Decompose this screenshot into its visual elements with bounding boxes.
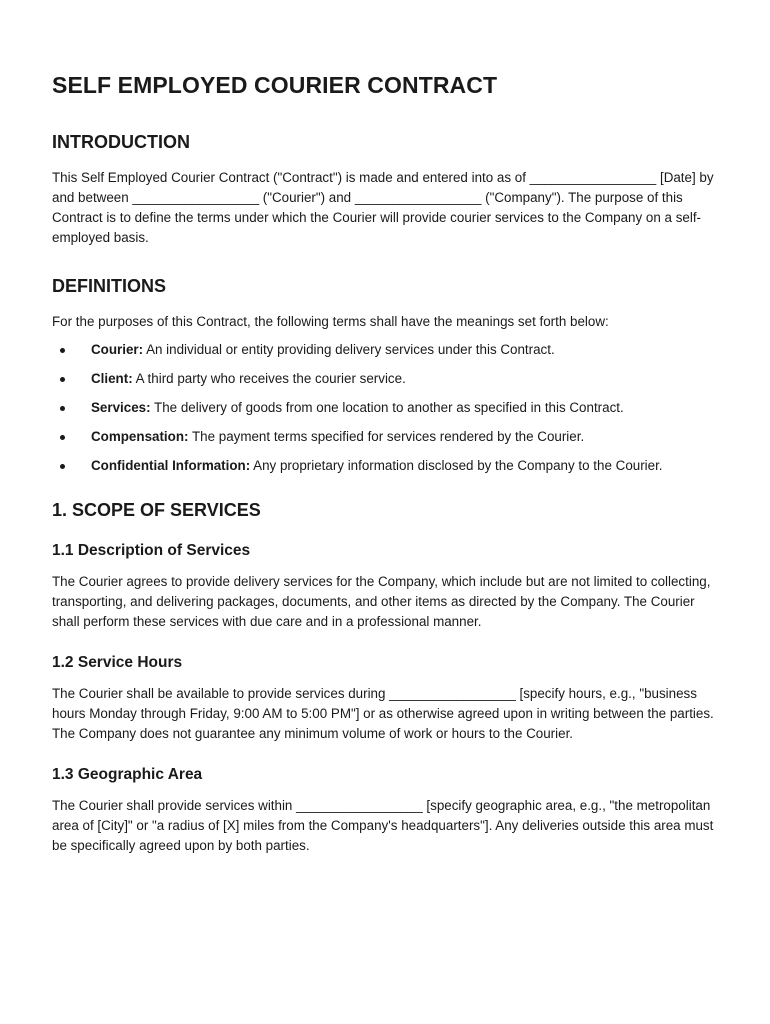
bullet-icon bbox=[60, 406, 65, 411]
definition-term: Services: bbox=[91, 400, 151, 415]
definition-term: Courier: bbox=[91, 342, 144, 357]
definition-term: Client: bbox=[91, 371, 133, 386]
introduction-heading: INTRODUCTION bbox=[52, 132, 190, 152]
definition-item-courier bbox=[52, 340, 720, 360]
introduction-section bbox=[52, 130, 720, 248]
definitions-lead: For the purposes of this Contract, the following terms shall have the meanings set forth below: bbox=[52, 314, 609, 329]
definition-term: Confidential Information: bbox=[91, 458, 251, 473]
subsection-heading: 1.1 Description of Services bbox=[52, 542, 251, 559]
bullet-icon bbox=[60, 348, 65, 353]
subsection-text: The Courier shall be available to provide services during _________________ [specify hours, e.g., "business hours Monday through Friday, 9:00 AM to 5:00 PM"] or as otherwise agreed upon in writing between the parties. The Company does not guarantee any minimum volume of work or hours to the Courier. bbox=[52, 686, 714, 741]
bullet-icon bbox=[60, 435, 65, 440]
definition-text: A third party who receives the courier service. bbox=[132, 371, 406, 386]
definition-item-client bbox=[52, 369, 720, 389]
subsection-text: The Courier shall provide services within _________________ [specify geographic area, e.g., "the metropolitan area of [City]" or "a radius of [X] miles from the Company's headquarters"]. Any deliveries outside this area must be specifically agreed upon by both parties. bbox=[52, 798, 714, 853]
definition-text: The payment terms specified for services rendered by the Courier. bbox=[188, 429, 585, 444]
introduction-text: This Self Employed Courier Contract ("Contract") is made and entered into as of _________________ [Date] by and between _________________ ("Courier") and _________________ ("Company"). The purpose of this Contract is to define the terms under which the Courier will provide courier services to the Company on a self-employed basis. bbox=[52, 170, 714, 245]
scope-section bbox=[52, 498, 720, 856]
subsection-description-of-services bbox=[52, 540, 720, 632]
definitions-section bbox=[52, 274, 720, 476]
definition-item-services bbox=[52, 398, 720, 418]
definition-text: An individual or entity providing delivery services under this Contract. bbox=[143, 342, 555, 357]
subsection-geographic-area bbox=[52, 764, 720, 856]
subsection-heading: 1.2 Service Hours bbox=[52, 654, 183, 671]
scope-heading: 1. SCOPE OF SERVICES bbox=[52, 500, 261, 520]
definition-text: Any proprietary information disclosed by the Company to the Courier. bbox=[250, 458, 663, 473]
subsection-heading: 1.3 Geographic Area bbox=[52, 766, 203, 783]
definition-item-confidential-information bbox=[52, 456, 720, 476]
subsection-text: The Courier agrees to provide delivery services for the Company, which include but are not limited to collecting, transporting, and delivering packages, documents, and other items as directed by the Company. The Courier shall perform these services with due care and in a professional manner. bbox=[52, 574, 711, 629]
definitions-heading: DEFINITIONS bbox=[52, 276, 167, 296]
definitions-list bbox=[52, 340, 720, 476]
bullet-icon bbox=[60, 377, 65, 382]
definition-item-compensation bbox=[52, 427, 720, 447]
definition-term: Compensation: bbox=[91, 429, 189, 444]
subsection-service-hours bbox=[52, 652, 720, 744]
definition-text: The delivery of goods from one location to another as specified in this Contract. bbox=[150, 400, 624, 415]
bullet-icon bbox=[60, 464, 65, 469]
document-title: SELF EMPLOYED COURIER CONTRACT bbox=[52, 72, 498, 98]
